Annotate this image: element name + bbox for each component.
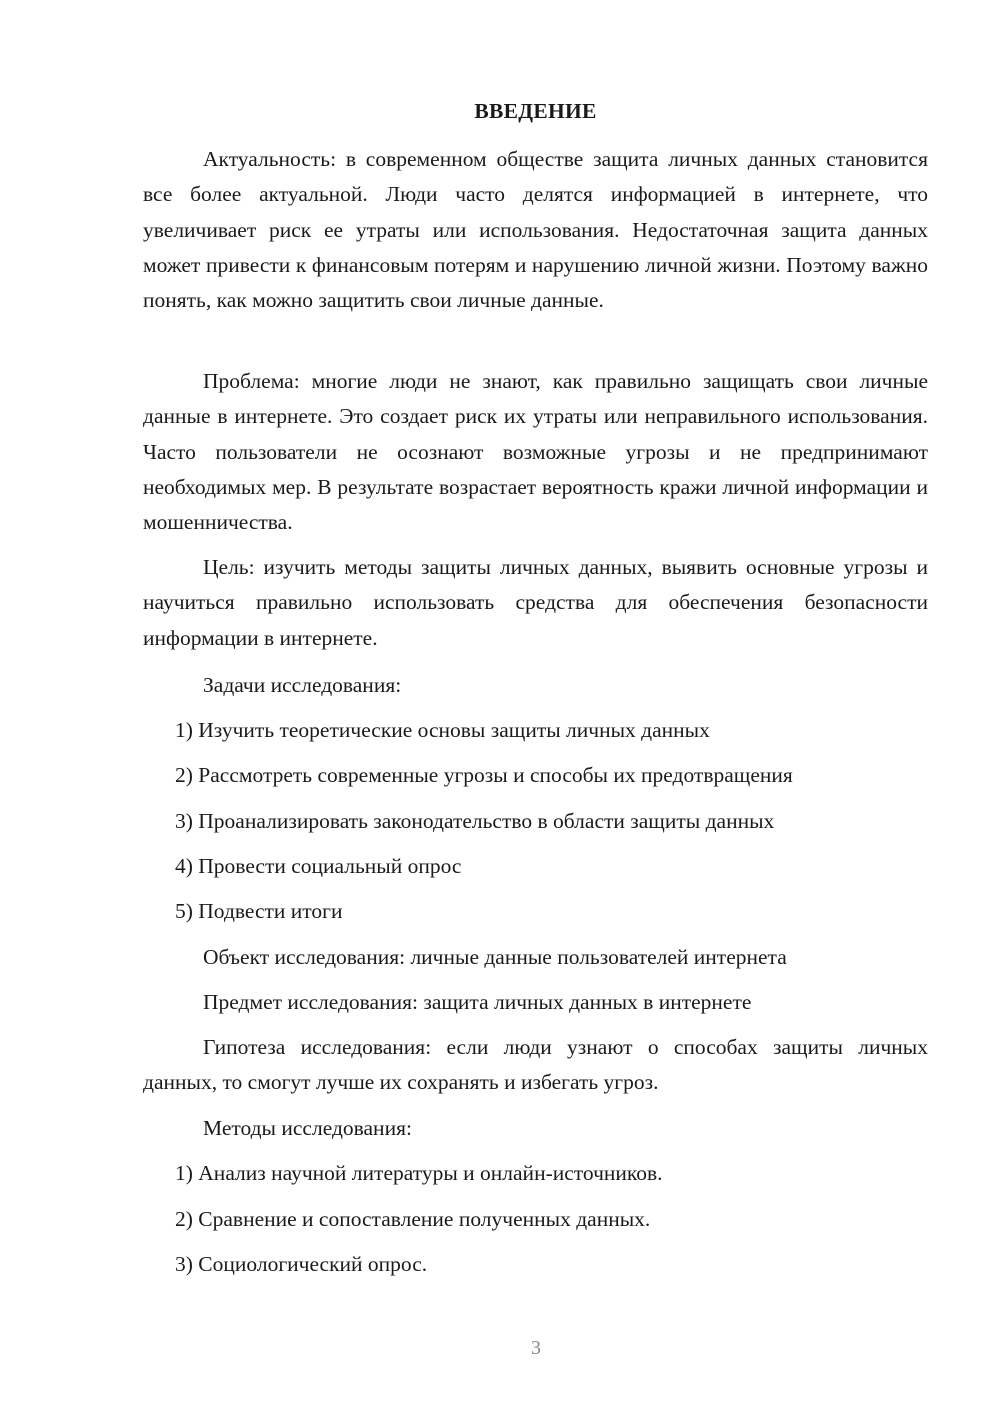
tasks-heading: Задачи исследования: (203, 673, 402, 697)
method-item: 2) Сравнение и сопоставление полученных данных. (175, 1207, 651, 1231)
method-item: 3) Социологический опрос. (175, 1252, 428, 1276)
problem-paragraph: Проблема: многие люди не знают, как правильно защищать свои личные данные в интернете. Это создает риск их утраты или неправильного использования. Часто пользователи не осознают возможные угрозы и не предпринимают необходимых мер. В результате возрастает вероятность кражи личной информации и мошенничества. (143, 369, 928, 535)
method-item: 1) Анализ научной литературы и онлайн-источников. (175, 1161, 663, 1185)
task-item: 2) Рассмотреть современные угрозы и способы их предотвращения (175, 763, 793, 787)
research-subject: Предмет исследования: защита личных данных в интернете (203, 990, 752, 1014)
hypothesis-paragraph: Гипотеза исследования: если люди узнают о способах защиты личных данных, то смогут лучше их сохранять и избегать угроз. (143, 1035, 928, 1095)
goal-paragraph: Цель: изучить методы защиты личных данных, выявить основные угрозы и научиться правильно использовать средства для обеспечения безопасности информации в интернете. (143, 555, 928, 650)
task-item: 5) Подвести итоги (175, 899, 343, 923)
page-title: ВВЕДЕНИЕ (474, 99, 597, 123)
task-item: 4) Провести социальный опрос (175, 854, 462, 878)
methods-heading: Методы исследования: (203, 1116, 412, 1140)
task-item: 3) Проанализировать законодательство в области защиты данных (175, 809, 775, 833)
page-number: 3 (531, 1337, 541, 1359)
task-item: 1) Изучить теоретические основы защиты личных данных (175, 718, 710, 742)
relevance-paragraph: Актуальность: в современном обществе защита личных данных становится все более актуальной. Люди часто делятся информацией в интернете, что увеличивает риск ее утраты или использования. Недостаточная защита данных может привести к финансовым потерям и нарушению личной жизни. Поэтому важно понять, как можно защитить свои личные данные. (143, 147, 928, 313)
research-object: Объект исследования: личные данные пользователей интернета (203, 945, 787, 969)
